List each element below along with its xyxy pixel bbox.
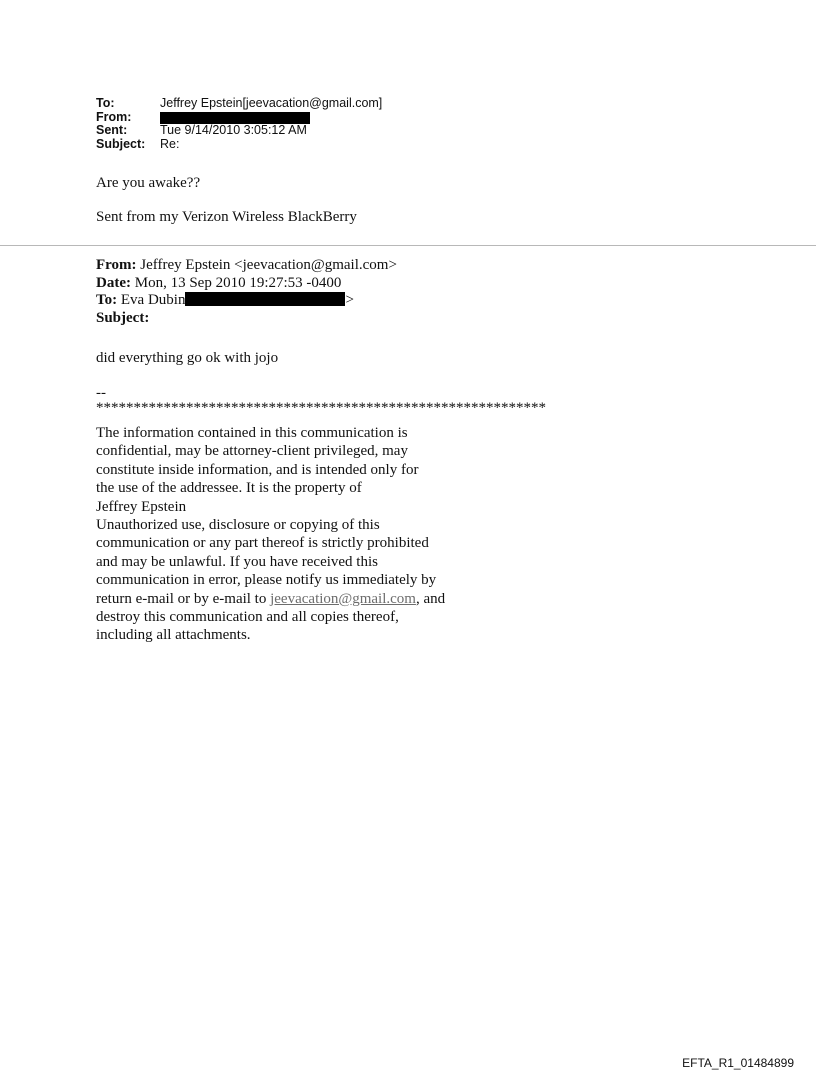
quoted-to-value: Eva Dubin [120,292,186,308]
confidentiality-disclaimer [96,424,445,645]
disclaimer-line: constitute inside information, and is intended only for [96,461,419,478]
quoted-to-row [96,292,397,310]
quoted-date-label: Date: [96,274,131,291]
header-to-row [96,97,382,111]
redaction-bar [160,112,310,124]
quoted-body: did everything go ok with jojo [96,350,279,366]
disclaimer-line: confidential, may be attorney-client privileged, may [96,443,408,460]
disclaimer-text: return e-mail or by e-mail to [96,590,271,607]
disclaimer-line: Jeffrey Epstein [96,498,187,515]
disclaimer-line: and may be unlawful. If you have received this [96,553,378,570]
redaction-bar [185,292,345,306]
disclaimer-line: The information contained in this communication is [96,425,408,441]
document-id: EFTA_R1_01484899 [682,1056,794,1070]
quoted-from-value: Jeffrey Epstein <jeevacation@gmail.com> [140,257,397,273]
quoted-to-label: To: [96,292,118,308]
disclaimer-line: the use of the addressee. It is the property of [96,480,362,497]
quoted-from-row [96,257,397,275]
message-signature: Sent from my Verizon Wireless BlackBerry [96,209,357,225]
quoted-from-label: From: [96,257,137,273]
disclaimer-line-with-link [96,590,445,608]
disclaimer-line: communication or any part thereof is strictly prohibited [96,535,429,552]
to-value: Jeffrey Epstein[jeevacation@gmail.com] [160,96,383,110]
disclaimer-text: , and [415,590,446,607]
email-link[interactable]: jeevacation@gmail.com [270,590,416,607]
disclaimer-line: including all attachments. [96,627,251,644]
from-label: From: [96,109,132,124]
separator-line [0,245,816,246]
header-from-row [96,111,382,125]
disclaimer-line: destroy this communication and all copies thereof, [96,609,399,626]
sent-label: Sent: [96,123,128,138]
header-subject-row [96,138,382,152]
header-sent-row [96,124,382,138]
disclaimer-line: Unauthorized use, disclosure or copying of this [96,517,380,534]
quoted-date-row [96,275,397,293]
sent-value: Tue 9/14/2010 3:05:12 AM [160,123,307,138]
to-label: To: [96,96,115,110]
subject-value: Re: [160,136,180,151]
quoted-subject-label: Subject: [96,309,150,326]
message-line-1: Are you awake?? [96,175,201,191]
quoted-date-value: Mon, 13 Sep 2010 19:27:53 -0400 [134,274,342,291]
quoted-header [96,257,397,327]
signature-dash: -- [96,385,106,401]
disclaimer-line: communication in error, please notify us immediately by [96,572,437,589]
asterisk-divider: ************************************************************ [96,400,546,416]
subject-label: Subject: [96,136,146,151]
quoted-to-suffix: > [345,292,354,308]
email-header [96,97,382,151]
quoted-subject-row [96,310,397,328]
